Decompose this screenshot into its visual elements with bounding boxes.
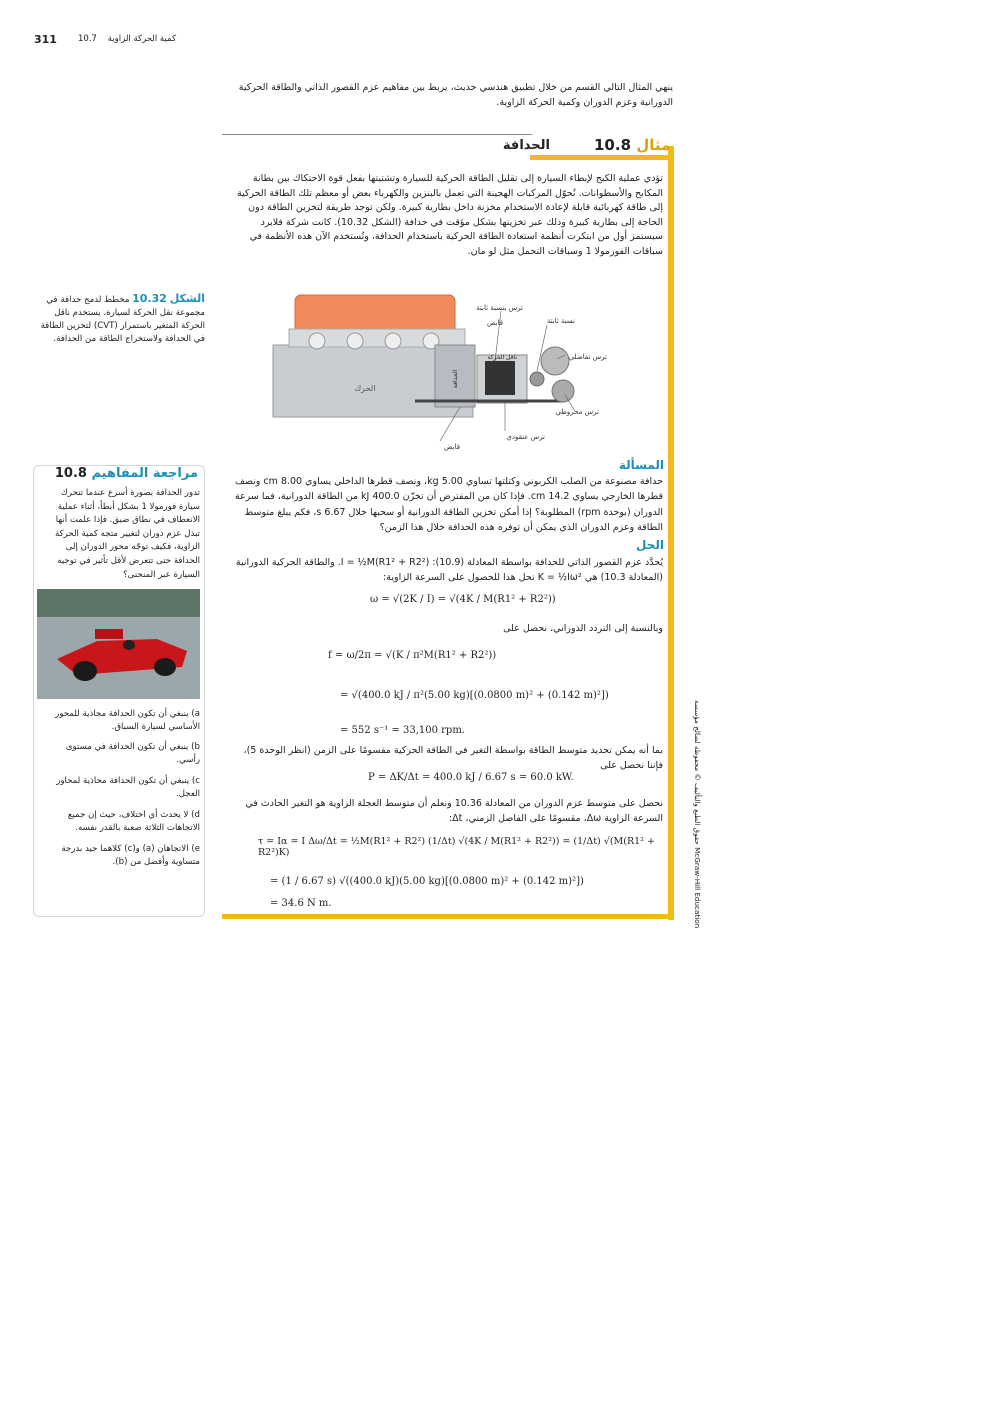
- concept-review-heading: [38, 466, 198, 481]
- copyright-vertical: [690, 700, 704, 929]
- section-number: 10.7: [78, 34, 97, 44]
- option-text: الاتجاهان (a) و(c) كلاهما جيد بدرجة متساوية وأفضل من (b).: [61, 844, 200, 867]
- example-title: الحدافة: [502, 138, 550, 153]
- problem-text: حدافة مصنوعة من الصلب الكربوني وكتلتها تساوي 5.00 kg، ونصف قطرها الداخلي يساوي 8.00 cm ونصف قطرها الخارجي يساوي 14.2 cm. فإذا كان من المفترض أن تخزّن 400.0 kJ من الطاقة الدورانية، فما سرعة الدوران (بوحدة rpm) المطلوبة؟ إذا أمكن تخزين الطاقة الدورانية أو سحبها خلال 6.67 s، فكم يبلغ متوسط الطاقة وعزم الدوران الذي يمكن أن توفره هذه الحدافة خلال هذا الزمن؟: [234, 476, 663, 534]
- review-option-b[interactable]: [40, 741, 200, 767]
- option-key: a): [191, 709, 200, 719]
- example-keyword: مثال: [636, 136, 671, 154]
- option-text: ينبغي أن تكون الحدافة محاذية للمحور الأساسي لسيارة السباق.: [55, 709, 200, 732]
- equation-torque-3: = 34.6 N m.: [270, 898, 332, 909]
- label-cluster-gear: ترس عنقودي: [506, 433, 545, 441]
- equation-frequency-1: f = ω/2π = √(K / π²M(R1² + R2²)): [328, 650, 497, 661]
- figure-number: 10.32: [132, 292, 167, 305]
- bevel-gear: [552, 380, 574, 402]
- solution-text-1: يُحدَّد عزم القصور الذاتي للحدافة بواسطة المعادلة (10.9): I = ½M(R1² + R2²). والطاقة الحركية الدورانية (المعادلة 10.3) هي K = ½Iω² نحل هذا للحصول على السرعة الزاوية:: [235, 557, 663, 583]
- option-key: c): [191, 776, 200, 786]
- option-key: e): [191, 844, 200, 854]
- equation-torque-2: = (1 / 6.67 s) √((400.0 kJ)(5.00 kg)[(0.0800 m)² + (0.142 m)²]): [270, 876, 584, 887]
- figure-label: الشكل: [169, 292, 205, 305]
- car-rear-wing: [95, 629, 123, 639]
- solution-text-2: وبالنسبة إلى التردد الدوراني، نحصل على: [503, 623, 663, 634]
- review-option-d[interactable]: [40, 809, 200, 835]
- example-top-rule: [222, 134, 532, 135]
- example-number: 10.8: [594, 136, 632, 154]
- label-clutch-top: قابض: [486, 319, 503, 327]
- review-option-c[interactable]: [40, 775, 200, 801]
- figure-caption: [40, 292, 205, 346]
- label-engine: الحرك: [354, 384, 376, 393]
- review-option-e[interactable]: [40, 843, 200, 869]
- wheel-front: [154, 658, 176, 676]
- label-fixed-ratio: نسبة ثابتة: [546, 317, 575, 325]
- equation-frequency-3: = 552 s⁻¹ = 33,100 rpm.: [340, 725, 465, 736]
- running-header: [78, 34, 176, 44]
- example-paragraph: تؤدي عملية الكبح لإبطاء السيارة إلى تقليل الطاقة الحركية للسيارة وتشتيتها بفعل قوة الاحتكاك بين بطانة المكابح والأسطوانات. تُحوّل المركبات الهجينة التي تعمل بالبنزين والكهرباء بعض أو معظم تلك الطاقة الحركية إلى طاقة كهربائية قابلة لإعادة الاستخدام مخزنة داخل بطارية كبيرة. ولكن توجد طريقة لتخزين الطاقة دون الحاجة إلى بطارية كبيرة وذلك عبر تخزينها بشكل مؤقت في حدافة (الشكل 10.32). كانت شركة فلايرد سيستمز أول من ابتكرت أنظمة استعادة الطاقة الحركية باستخدام الحدافة، وتُستخدم الآن هذه الأنظمة في سباقات الفورمولا 1 وسباقات التحمل مثل لو مان.: [236, 173, 663, 257]
- clutch-pack: [485, 361, 515, 395]
- equation-torque-1: τ = Iα = I Δω/Δt = ½M(R1² + R2²) (1/Δt) √(4K / M(R1² + R2²)) = (1/Δt) √(M(R1² + R2²)K): [258, 836, 655, 858]
- label-clutch-bottom: قابض: [443, 443, 460, 451]
- equation-power: P = ΔK/Δt = 400.0 kJ / 6.67 s = 60.0 kW.: [368, 772, 574, 783]
- solution-heading: الحل: [636, 538, 664, 552]
- equation-frequency-2: = √(400.0 kJ / π²(5.00 kg)[(0.0800 m)² + (0.142 m)²]): [340, 690, 609, 701]
- driver-helmet: [123, 640, 135, 650]
- differential-gear: [541, 347, 569, 375]
- label-fixed-ratio-gear: ترس بنسبة ثابتة: [476, 304, 523, 312]
- solution-text-4: نحصل على متوسط عزم الدوران من المعادلة 10.36 ونعلم أن متوسط العجلة الزاوية هو التغير الحادث في السرعة الزاوية Δω، مقسومًا على الفاصل الزمني، Δt:: [245, 798, 663, 824]
- wheel-rear: [73, 661, 97, 681]
- example-bottom-bar: [222, 914, 674, 919]
- section-title: كمية الحركة الزاوية: [107, 34, 176, 44]
- concept-review-number: 10.8: [54, 466, 87, 481]
- example-tab-underline: [530, 155, 674, 160]
- problem-heading: المسألة: [618, 458, 664, 472]
- figure-caption-text: مخطط لدمج حدافة في مجموعة نقل الحركة لسيارة. يستخدم ناقل الحركة المتغير باستمرار (CVT) لتخزين الطاقة في الحدافة ولاستخراج الطاقة من الحدافة.: [40, 295, 205, 344]
- race-car-photo: [37, 589, 200, 699]
- page-number: 311: [34, 33, 57, 46]
- flywheel-diagram: [265, 283, 625, 453]
- option-text: ينبغي أن تكون الحدافة في مستوى رأسي.: [65, 742, 200, 765]
- concept-review-question: تدور الحدافة بصورة أسرع عندما تتحرك سيارة فورمولا 1 بشكل أبطأ، أثناء عملية الانعطاف في نطاق ضيق. فإذا علمت أنها تبذل عزم دوران لتغيير متجه كمية الحركة الزاوية، فكيف توجّه محور الدوران إلى الحدافة حتى تتعرض لأقل تأثير في توجيه السيارة عبر المنحنى؟: [54, 488, 200, 580]
- option-key: d): [191, 810, 200, 820]
- example-label: [594, 136, 670, 154]
- label-transmission: ناقل الحركة: [487, 354, 517, 361]
- solution-text-3: بما أنه يمكن تحديد متوسط الطاقة بواسطة التغير في الطاقة الحركية مقسومًا على الزمن (انظر الوحدة 5)، فإننا نحصل على: [243, 745, 663, 771]
- option-text: لا يحدث أي اختلاف، حيث إن جميع الاتجاهات الثلاثة صعبة بالقدر نفسه.: [67, 810, 200, 833]
- label-differential: ترس تفاضلي: [568, 353, 607, 361]
- label-bevel-gear: ترس مخروطي: [555, 408, 599, 416]
- option-text: ينبغي أن تكون الحدافة محاذية لمحاور العجل.: [56, 776, 200, 799]
- copyright-text: حقوق الطبع والتأليف © محفوظة لصالح مؤسسة McGraw-Hill Education: [693, 700, 702, 929]
- intro-paragraph: ينهي المثال التالي القسم من خلال تطبيق هندسي حديث، يربط بين مفاهيم عزم القصور الذاتي والطاقة الحركية الدورانية وعزم الدوران وكمية الحركة الزاوية.: [238, 82, 673, 108]
- label-flywheel: الحدافة: [452, 369, 459, 389]
- example-side-bar: [668, 146, 674, 920]
- option-key: b): [191, 742, 200, 752]
- equation-omega: ω = √(2K / I) = √(4K / M(R1² + R2²)): [370, 594, 556, 605]
- concept-review-title: مراجعة المفاهيم: [91, 466, 198, 481]
- review-option-a[interactable]: [40, 708, 200, 734]
